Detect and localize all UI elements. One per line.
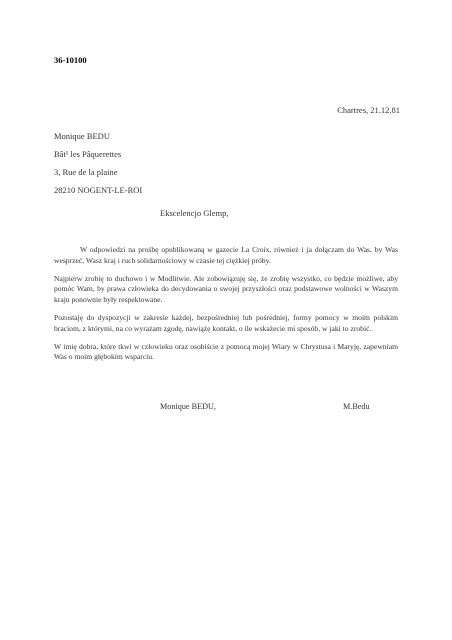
body-paragraph: W imię dobra, które tkwi w człowieku oraz osobiście z pomocą mojej Wiary w Chrystusa i Maryję, zapewniam Was o moim głębokim wsparciu. [54,341,398,362]
body-paragraph: Najpierw zrobię to duchowo i w Modlitwie. Ale zobowiązuję się, że zrobię wszystko, co będzie możliwe, aby pomóc Wam, by prawa człowieka do decydowania o swojej przyszłości oraz podstawowe wolności w Waszym kraju ponownie były respektowane. [54,273,398,304]
signature-mark: M.Bedu [343,402,370,411]
salutation: Ekscelencjo Glemp, [160,208,229,218]
letter-body [54,245,398,370]
sender-address [54,127,142,199]
document-reference: 36-10100 [54,55,87,65]
address-line-city: 28210 NOGENT-LE-ROI [54,185,143,195]
body-paragraph: Pozostaję do dyspozycji w zakresie każdej, bezpośredniej lub pośredniej, formy pomocy w moim polskim braciom, z którymi, na co wyrażam zgodę, nawiążę kontakt, o ile wskażecie mi sposób, w jaki to zrobić. [54,312,398,333]
place-date: Chartres, 21.12.81 [337,105,400,115]
body-paragraph: W odpowiedzi na prośbę opublikowaną w gazecie La Croix, również i ja dołączam do Was, by Was wesprzeć, Wasz kraj i ruch solidarnościowy w czasie tej ciężkiej próby. [54,245,398,265]
address-line-building: Bât¹ les Pâquerettes [54,149,122,159]
address-line-name: Monique BEDU [54,131,110,141]
signature-name: Monique BEDU, [160,402,216,411]
address-line-street: 3, Rue de la plaine [54,167,118,177]
